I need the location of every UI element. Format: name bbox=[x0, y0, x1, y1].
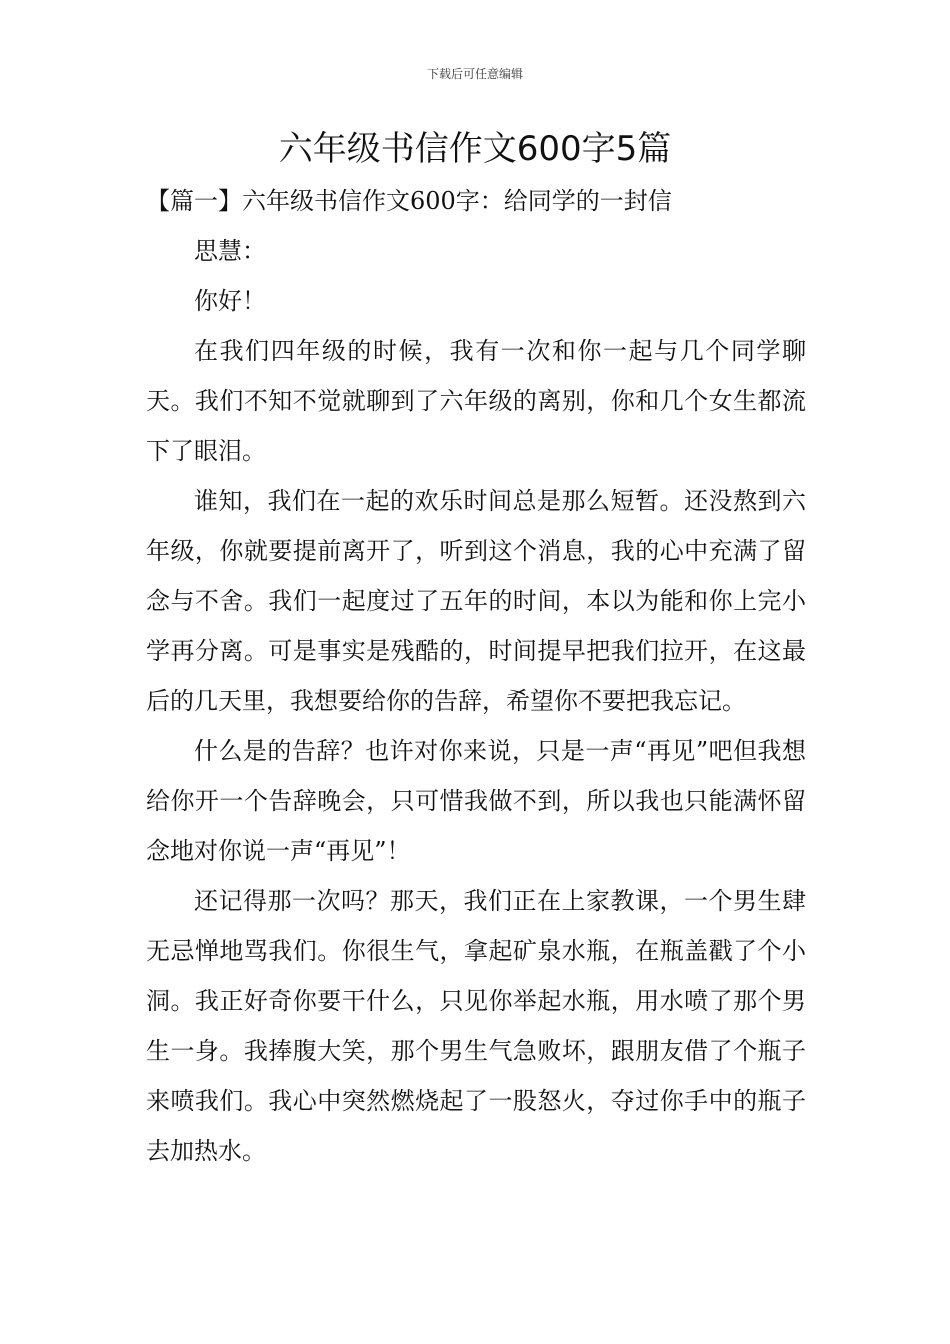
body-paragraph: 什么是的告辞？也许对你来说，只是一声“再见”吧但我想给你开一个告辞晚会，只可惜我做不到，所以我也只能满怀留念地对你说一声“再见”！ bbox=[146, 737, 806, 865]
body-paragraph: 还记得那一次吗？那天，我们正在上家教课，一个男生肆无忌惮地骂我们。你很生气，拿起矿泉水瓶，在瓶盖戳了个小洞。我正好奇你要干什么，只见你举起水瓶，用水喷了那个男生一身。我捧腹大笑，那个男生气急败坏，跟朋友借了个瓶子来喷我们。我心中突然燃烧起了一股怒火，夺过你手中的瓶子去加热水。 bbox=[146, 887, 806, 1165]
body-paragraph: 在我们四年级的时候，我有一次和你一起与几个同学聊天。我们不知不觉就聊到了六年级的离别，你和几个女生都流下了眼泪。 bbox=[146, 337, 806, 465]
section-heading: 【篇一】六年级书信作文600字：给同学的一封信 bbox=[146, 187, 672, 215]
header-note: 下载后可任意编辑 bbox=[426, 67, 523, 81]
body-paragraph: 谁知，我们在一起的欢乐时间总是那么短暂。还没熬到六年级，你就要提前离开了，听到这个消息，我的心中充满了留念与不舍。我们一起度过了五年的时间，本以为能和你上完小学再分离。可是事实是残酷的，时间提早把我们拉开，在这最后的几天里，我想要给你的告辞，希望你不要把我忘记。 bbox=[146, 487, 806, 715]
greeting: 你好！ bbox=[194, 287, 266, 315]
salutation: 思慧： bbox=[194, 237, 266, 265]
document-body bbox=[146, 176, 806, 1176]
document-title: 六年级书信作文600字5篇 bbox=[278, 129, 672, 169]
